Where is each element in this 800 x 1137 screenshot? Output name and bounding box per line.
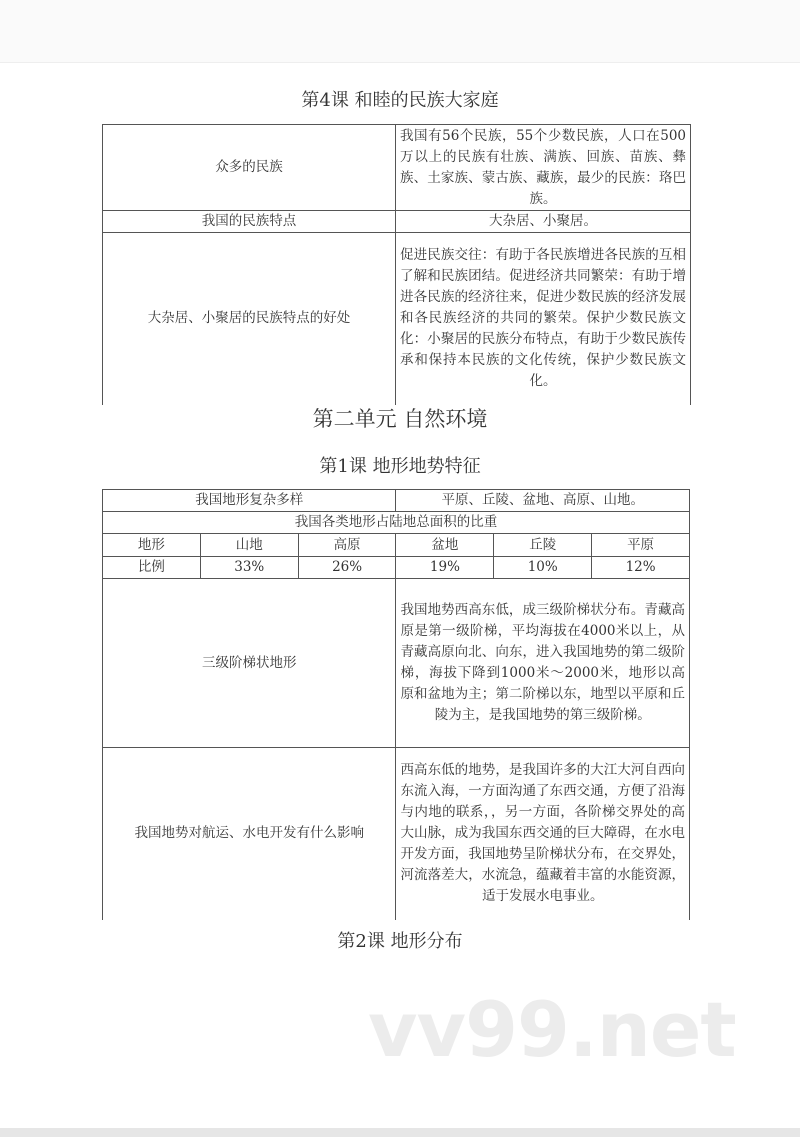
- header-cell: 地形: [103, 534, 201, 557]
- unit-title: 第二单元 自然环境: [312, 407, 488, 431]
- page-bottom-edge: [0, 1128, 800, 1137]
- value-cell: 比例: [103, 557, 201, 579]
- row-content: 我国有56个民族，55个少数民族，人口在500万以上的民族有壮族、满族、回族、苗族、彝族、土家族、蒙古族、藏族，最少的民族：珞巴族。: [396, 125, 691, 211]
- proportion-header-row: [103, 534, 690, 557]
- header-cell: 平原: [592, 534, 690, 557]
- value-cell: 33%: [200, 557, 298, 579]
- row-content: 平原、丘陵、盆地、高原、山地。: [396, 490, 690, 512]
- row-label: 我国的民族特点: [103, 211, 396, 233]
- table-row: [103, 211, 691, 233]
- proportion-title: 我国各类地形占陆地总面积的比重: [103, 512, 690, 534]
- header-cell: 盆地: [396, 534, 494, 557]
- table-row: [103, 512, 690, 534]
- header-cell: 丘陵: [494, 534, 592, 557]
- row-label: 三级阶梯状地形: [103, 579, 396, 748]
- proportion-value-row: [103, 557, 690, 579]
- table-row: [103, 490, 690, 512]
- value-cell: 10%: [494, 557, 592, 579]
- table-row: [103, 125, 691, 211]
- row-label: 我国地势对航运、水电开发有什么影响: [103, 748, 396, 920]
- table-row: [103, 748, 690, 920]
- header-cell: 高原: [298, 534, 396, 557]
- row-content: 促进民族交往：有助于各民族增进各民族的互相了解和民族团结。促进经济共同繁荣：有助于增进各民族的经济往来，促进少数民族的经济发展和各民族经济的共同的繁荣。保护少数民族文化：小聚居的民族分布特点，有助于少数民族传承和保持本民族的文化传统，保护少数民族文化。: [396, 233, 691, 405]
- lesson1-title: 第1课 地形地势特征: [319, 456, 481, 477]
- lesson4-title: 第4课 和睦的民族大家庭: [301, 90, 499, 111]
- value-cell: 12%: [592, 557, 690, 579]
- row-content: 西高东低的地势，是我国许多的大江大河自西向东流入海，一方面沟通了东西交通，方便了沿海与内地的联系，，另一方面，各阶梯交界处的高大山脉，成为我国东西交通的巨大障碍，在水电开发方面，我国地势呈阶梯状分布，在交界处，河流落差大，水流急，蕴藏着丰富的水能资源，适于发展水电事业。: [396, 748, 690, 920]
- value-cell: 19%: [396, 557, 494, 579]
- lesson2-title: 第2课 地形分布: [337, 931, 463, 952]
- table-row: [103, 579, 690, 748]
- table-row: [103, 233, 691, 405]
- header-cell: 山地: [200, 534, 298, 557]
- page-top-margin: [0, 0, 800, 63]
- row-label: 大杂居、小聚居的民族特点的好处: [103, 233, 396, 405]
- row-content: 大杂居、小聚居。: [396, 211, 691, 233]
- watermark: vv99.net: [368, 985, 736, 1074]
- row-label: 众多的民族: [103, 125, 396, 211]
- row-content: 我国地势西高东低，成三级阶梯状分布。青藏高原是第一级阶梯，平均海拔在4000米以上，从青藏高原向北、向东，进入我国地势的第二级阶梯，海拔下降到1000米～2000米，地形以高原和盆地为主；第二阶梯以东，地型以平原和丘陵为主，是我国地势的第三级阶梯。: [396, 579, 690, 748]
- row-label: 我国地形复杂多样: [103, 490, 396, 512]
- lesson4-table: [102, 124, 691, 405]
- value-cell: 26%: [298, 557, 396, 579]
- lesson1-table: [102, 489, 690, 920]
